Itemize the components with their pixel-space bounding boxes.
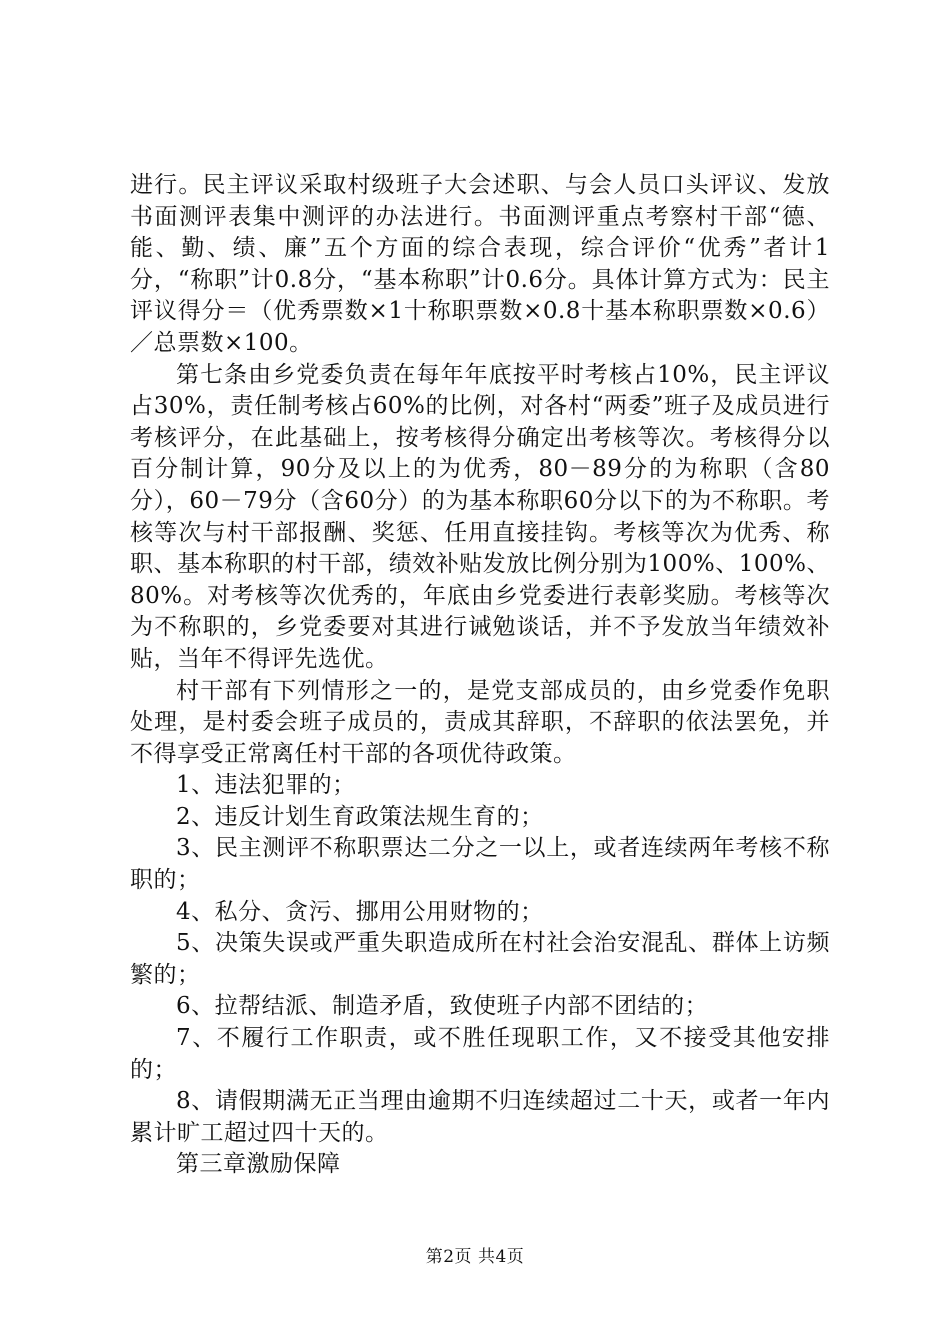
chapter-heading: 第三章激励保障 (176, 1151, 341, 1178)
list-item-5: 5、决策失误或严重失职造成所在村社会治安混乱、群体上访频繁的； (130, 930, 830, 988)
page-footer: 第2页 共4页 (425, 1247, 525, 1267)
paragraph-article-seven: 第七条由乡党委负责在每年年底按平时考核占10%，民主评议占30%，责任制考核占60%的比例，对各村“两委”班子及成员进行考核评分，在此基础上，按考核得分确定出考核等次。考核得分以百分制计算，90分及以上的为优秀，80－89分的为称职（含80分），60－79分（含60分）的为基本称职60分以下的为不称职。考核等次与村干部报酬、奖惩、任用直接挂钩。考核等次为优秀、称职、基本称职的村干部，绩效补贴发放比例分别为100%、100%、80%。对考核等次优秀的，年底由乡党委进行表彰奖励。考核等次为不称职的，乡党委要对其进行诫勉谈话，并不予发放当年绩效补贴，当年不得评先选优。 (130, 361, 830, 672)
list-item-4: 4、私分、贪污、挪用公用财物的； (176, 898, 544, 925)
list-item-2: 2、违反计划生育政策法规生育的； (176, 803, 544, 830)
list-item-6: 6、拉帮结派、制造矛盾，致使班子内部不团结的； (176, 993, 709, 1020)
list-item-8: 8、请假期满无正当理由逾期不归连续超过二十天，或者一年内累计旷工超过四十天的。 (130, 1088, 830, 1146)
list-item-7: 7、不履行工作职责，或不胜任现职工作，又不接受其他安排的； (130, 1025, 830, 1083)
paragraph-dismissal-conditions: 村干部有下列情形之一的，是党支部成员的，由乡党委作免职处理，是村委会班子成员的，责成其辞职，不辞职的依法罢免，并不得享受正常离任村干部的各项优待政策。 (130, 677, 830, 767)
document-body (130, 170, 830, 1181)
list-item-1: 1、违法犯罪的； (176, 772, 356, 799)
paragraph-continuation: 进行。民主评议采取村级班子大会述职、与会人员口头评议、发放书面测评表集中测评的办法进行。书面测评重点考察村干部“德、能、勤、绩、廉”五个方面的综合表现，综合评价“优秀”者计1分，“称职”计0.8分，“基本称职”计0.6分。具体计算方式为：民主评议得分＝（优秀票数×1十称职票数×0.8十基本称职票数×0.6）／总票数×100。 (130, 172, 830, 356)
list-item-3: 3、民主测评不称职票达二分之一以上，或者连续两年考核不称职的； (130, 835, 830, 894)
